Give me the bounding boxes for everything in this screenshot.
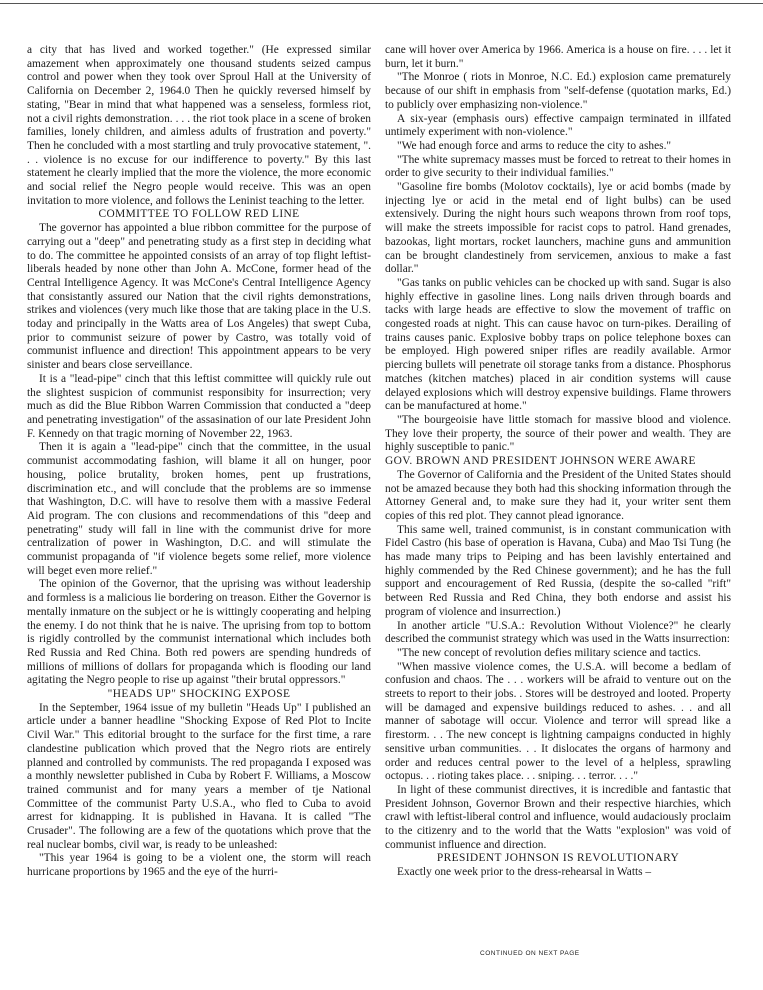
paragraph: "The Monroe ( riots in Monroe, N.C. Ed.) explosion came prematurely because of our shift in emphasis from "self-defense (quotation marks, Ed.) to publicly over emphasizing non-violence." [385,71,731,111]
right-column [385,44,731,880]
paragraph: Exactly one week prior to the dress-rehearsal in Watts – [397,866,652,879]
paragraph: "Gasoline fire bombs (Molotov cocktails), lye or acid bombs (made by injecting lye or acid in the metal end of light bulbs) can be used extensively. During the night hours such weapons thrown from roof tops, will make the streets impossible for racist cops to patrol. Hand grenades, bazookas, light mortars, rocket launchers, machine guns and ammunition can be brought clandestinely from servicemen, anxious to make a fast dollar." [385,181,731,276]
paragraph: A six-year (emphasis ours) effective campaign terminated in illfated untimely experiment with non-violence." [385,112,731,139]
paragraph: "This year 1964 is going to be a violent one, the storm will reach hurricane proportions by 1965 and the eye of the hurri- [27,852,371,879]
paragraph: "When massive violence comes, the U.S.A. will become a bedlam of confusion and chaos. The . . . workers will be afraid to venture out on the streets to report to their jobs. . Stores will be destroyed and looted. Property will be damaged and expensive buildings reduced to ashes. . . and all manner of sabotage will occur. Violence and terror will spread like a firestorm. . . The new concept is lightning campaigns conducted in highly sensitive urban communities. . . It dislocates the organs of harmony and order and reduces central power to the level of a helpless, sprawling octopus. . . rioting takes place. . . sniping. . . terror. . . ." [385,660,731,783]
paragraph: This same well, trained communist, is in constant communication with Fidel Castro (his base of operation is Havana, Cuba) and Mao Tsi Tung (he has made many trips to Peiping and has been lavishly entertained and highly commended by the Red Chinese government); and he has the full support and encouragement of Red Russia, (despite the so-called "rift" between Red Russia and Red China, they both endorse and assist his program of violence and insurrection.) [385,523,731,618]
paragraph: The governor has appointed a blue ribbon committee for the purpose of carrying out a "deep" and penetrating study as a first step in deciding what to do. The committee he appointed consists of an array of top flight leftist-liberals headed by none other than John A. McCone, former head of the Central Intelligence Agency. It was McCone's Central Intelligence Agency that consistantly assured our Nation that the civil rights demonstrations, strikes and violences (very much like those that are taking place in the U.S. today and principally in the Watts area of Los Angeles) that swept Cuba, prior to communist seizure of power by Castro, was totally void of communist influence and direction! This appointment appears to be very sinister and bears close serveillance. [27,222,371,372]
paragraph: In another article "U.S.A.: Revolution Without Violence?" he clearly described the communist strategy which was used in the Watts insurrection: [385,619,731,646]
paragraph: "The bourgeoisie have little stomach for massive blood and violence. They love their property, the source of their power and wealth. They are highly susceptible to panic." [385,413,731,454]
paragraph: The Governor of California and the President of the United States should not be amazed because they both had this shocking information through the Attorney General and, to make sure they had it, your writer sent them copies of this red plot. They cannot plead ignorance. [385,468,731,522]
paragraph: In light of these communist directives, it is incredible and fantastic that President Johnson, Governor Brown and their respective hiarchies, which crawl with leftist-liberal control and influence, would audaciously proclaim to the citizenry and to the world that the Watts "explosion" was void of communist influence and direction. [385,783,731,851]
paragraph: "The new concept of revolution defies military science and tactics. [397,646,701,659]
section-heading: GOV. BROWN AND PRESIDENT JOHNSON WERE AWARE [385,455,696,468]
paragraph: "Gas tanks on public vehicles can be chocked up with sand. Sugar is also highly effective in gasoline lines. Long nails driven through boards and tacks with large heads are effective to slow the movement of traffic on congested roads at night. This can cause havoc on turn-pikes. Derailing of trains causes panic. Explosive bobby traps on police telephone boxes can be employed. High powered sniper rifles are readily available. Armor piercing bullets will penetrate oil storage tanks from a distance. Phosphorus matches (kitchen matches) placed in air condition systems will cause delayed explosions which will destroy expensive buildings. Flame throwers can be manufactured at home." [385,276,731,413]
paragraph: Then it is again a "lead-pipe" cinch that the committee, in the usual communist accommodating fashion, will blame it all on hunger, poor housing, police brutality, broken homes, pent up frustrations, discrimination etc., and will conclude that the problems are so immense that Washington, D.C. will have to resolve them with a massive Federal Aid program. The con clusions and recommendations of this "deep and penetrating" study will fall in line with the communist drive for more centralization of power in Washington, D.C. and will stimulate the communist propaganda of "if violence begets some relief, more violence will beget even more relief." [27,441,371,577]
paragraph: "We had enough force and arms to reduce the city to ashes." [397,139,672,152]
paragraph: "The white supremacy masses must be forced to retreat to their homes in order to give security to their individual families." [385,153,731,180]
paragraph: In the September, 1964 issue of my bulletin "Heads Up" I published an article under a banner headline "Shocking Expose of Red Plot to Incite Civil War." This editorial brought to the surface for the first time, a rare clandestine publication which proved that the Negro riots are entirely planned and controlled by communists. The red propaganda I exposed was a monthly newsletter published in Cuba by Robert F. Williams, a Moscow trained communist and for many years a member of tje National Committee of the communist Party U.S.A., who fled to Cuba to avoid arrest for kidnapping. It is published in Havana. It is called "The Crusader". The following are a few of the quotations which prove that the real nuclear bombs, civil war, is ready to be unleashed: [27,701,371,851]
section-heading: "HEADS UP" SHOCKING EXPOSE [107,688,291,701]
continued-note: CONTINUED ON NEXT PAGE [480,950,580,957]
section-heading: COMMITTEE TO FOLLOW RED LINE [98,208,300,221]
paragraph: cane will hover over America by 1966. America is a house on fire. . . . let it burn, let it burn." [385,44,731,70]
paragraph: The opinion of the Governor, that the uprising was without leadership and formless is a malicious lie bordering on treason. Either the Governor is mentally inmature on the subject or he is wittingly cooperating and helping the enemy. I do not think that he is naive. The uprising from top to bottom is rigidly controlled by the communist international which includes both Red Russia and Red China. Both red powers are spending hundreds of millions of millions of dollars for propaganda which is flooding our land agitating the Negro people to rise up against "their brutal oppressors." [27,578,371,687]
top-rule [0,3,763,4]
paragraph: a city that has lived and worked together." (He expressed similar amazement when approximately one thousand students seized campus control and power when they took over Sproul Hall at the University of California on December 2, 1964.0 Then he quickly reversed himself by stating, "Bear in mind that what happened was a senseless, formless riot, not a civil rights demonstration. . . . the riot took place in a scene of broken families, lonely children, and aimless adults of frustration and poverty." Then he concluded with a most startling and truly provocative statement, ". . . violence is no excuse for our indifference to poverty." By this last statement he clearly implied that the more the violence, the more economic and social relief the Negro people would receive. This was an open invitation to more violence, and follows the Leninist teaching to the letter. [27,44,371,207]
paragraph: It is a "lead-pipe" cinch that this leftist committee will quickly rule out the slightest suspicion of communist responsibity for insurrection; very much as did the Blue Ribbon Warren Commission that conducted a "deep and penetrating investigation" of the assasination of our late President John F. Kennedy on that tragic morning of November 22, 1963. [27,372,371,440]
left-column [27,44,371,880]
section-heading: PRESIDENT JOHNSON IS REVOLUTIONARY [436,852,680,865]
